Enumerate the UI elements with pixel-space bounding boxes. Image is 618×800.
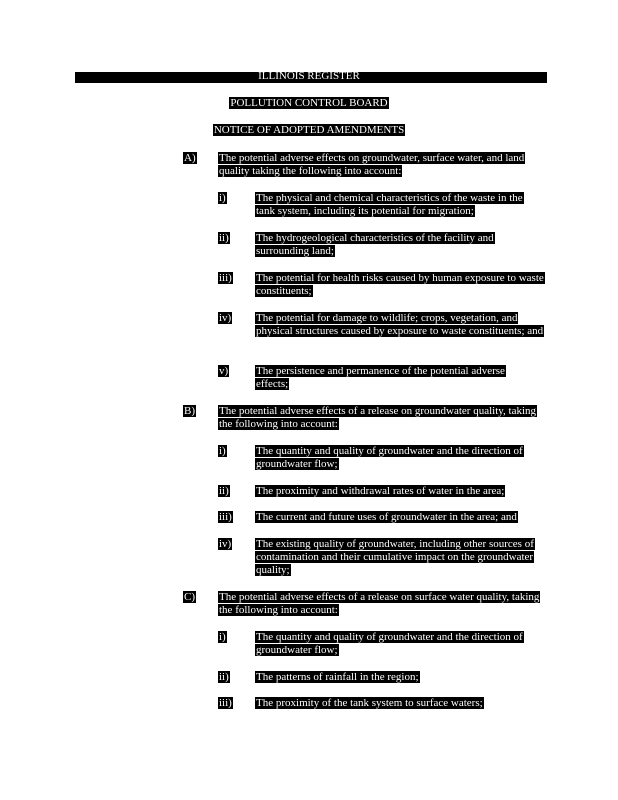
item-text: The proximity and withdrawal rates of water in the area; [256, 485, 505, 497]
item-text: The potential for damage to wildlife; crops, vegetation, and physical structures caused by exposure to waste constituents; and [256, 312, 544, 337]
section-marker: A) [184, 152, 196, 164]
item-marker: ii) [219, 232, 229, 244]
item-marker: i) [219, 631, 226, 643]
board-title: POLLUTION CONTROL BOARD [230, 97, 388, 109]
item-marker: i) [219, 192, 226, 204]
section-text: The potential adverse effects on groundwater, surface water, and land quality taking the following into account: [219, 152, 525, 177]
register-title: ILLINOIS REGISTER [258, 70, 360, 82]
item-text: The patterns of rainfall in the region; [256, 671, 419, 683]
item-text: The proximity of the tank system to surface waters; [256, 697, 483, 709]
item-text: The potential for health risks caused by human exposure to waste constituents; [256, 272, 544, 297]
item-marker: iv) [219, 312, 232, 324]
item-marker: ii) [219, 485, 229, 497]
section-marker: C) [184, 591, 195, 603]
item-marker: ii) [219, 671, 229, 683]
item-marker: iii) [219, 272, 232, 284]
item-text: The quantity and quality of groundwater and the direction of groundwater flow; [256, 445, 523, 470]
item-text: The existing quality of groundwater, including other sources of contamination and their cumulative impact on the groundwater quality; [256, 538, 534, 576]
item-text: The physical and chemical characteristics of the waste in the tank system, including its potential for migration; [256, 192, 523, 217]
section-text: The potential adverse effects of a release on groundwater quality, taking the following into account: [219, 405, 537, 430]
item-text: The quantity and quality of groundwater and the direction of groundwater flow; [256, 631, 523, 656]
item-text: The current and future uses of groundwater in the area; and [256, 511, 517, 523]
item-marker: iii) [219, 511, 232, 523]
item-text: The hydrogeological characteristics of the facility and surrounding land; [256, 232, 494, 257]
notice-title: NOTICE OF ADOPTED AMENDMENTS [213, 124, 405, 136]
item-marker: v) [219, 365, 229, 377]
item-marker: i) [219, 445, 226, 457]
section-text: The potential adverse effects of a release on surface water quality, taking the following into account: [219, 591, 540, 616]
item-marker: iii) [219, 697, 232, 709]
section-marker: B) [184, 405, 195, 417]
item-marker: iv) [219, 538, 232, 550]
item-text: The persistence and permanence of the potential adverse effects; [256, 365, 505, 390]
